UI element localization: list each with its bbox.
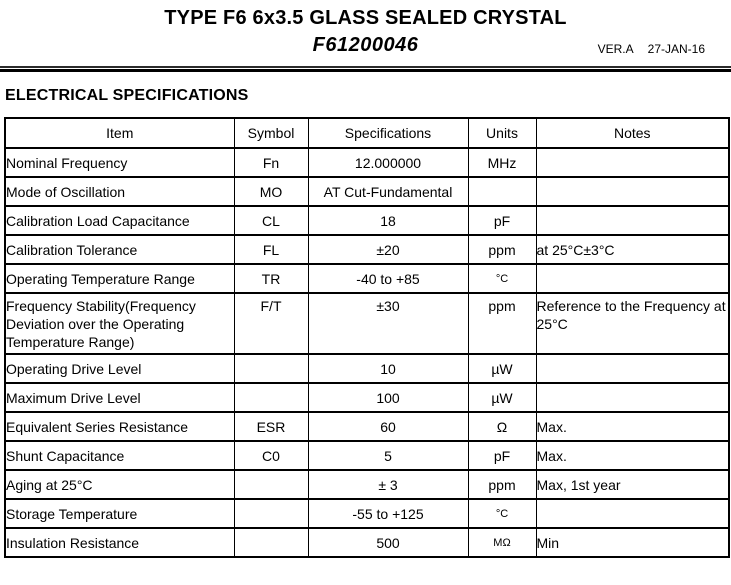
cell-spec: ± 3 <box>308 470 468 499</box>
part-number: F61200046 <box>312 34 419 56</box>
cell-item: Shunt Capacitance <box>5 441 234 470</box>
table-row <box>5 499 729 528</box>
cell-units: °C <box>468 499 536 528</box>
cell-item: Calibration Load Capacitance <box>5 206 234 235</box>
page-title: TYPE F6 6x3.5 GLASS SEALED CRYSTAL <box>164 7 567 29</box>
version-date <box>598 42 705 56</box>
version-label: VER.A <box>597 42 634 56</box>
cell-item: Calibration Tolerance <box>5 235 234 264</box>
cell-spec: ±30 <box>308 293 468 354</box>
table-row <box>5 206 729 235</box>
cell-spec: AT Cut-Fundamental <box>308 177 468 206</box>
cell-units: °C <box>468 264 536 293</box>
cell-units: pF <box>468 206 536 235</box>
cell-symbol: CL <box>234 206 308 235</box>
cell-spec: -40 to +85 <box>308 264 468 293</box>
cell-spec: 12.000000 <box>308 148 468 177</box>
cell-spec: ±20 <box>308 235 468 264</box>
cell-notes: Max, 1st year <box>536 470 729 499</box>
cell-notes: Max. <box>536 412 729 441</box>
cell-item: Aging at 25°C <box>5 470 234 499</box>
cell-units: Ω <box>468 412 536 441</box>
table-row <box>5 470 729 499</box>
table-row <box>5 383 729 412</box>
column-header-units: Units <box>468 118 536 148</box>
cell-spec: 60 <box>308 412 468 441</box>
cell-symbol <box>234 354 308 383</box>
header-divider <box>0 66 731 72</box>
cell-units: ppm <box>468 235 536 264</box>
cell-symbol <box>234 470 308 499</box>
cell-notes: Max. <box>536 441 729 470</box>
cell-spec: 5 <box>308 441 468 470</box>
part-number-row <box>0 34 731 59</box>
table-row <box>5 264 729 293</box>
table-header-row <box>5 118 729 148</box>
table-row <box>5 177 729 206</box>
cell-notes <box>536 264 729 293</box>
cell-spec: 100 <box>308 383 468 412</box>
cell-symbol <box>234 499 308 528</box>
cell-notes <box>536 499 729 528</box>
cell-symbol <box>234 383 308 412</box>
cell-units: µW <box>468 354 536 383</box>
table-row <box>5 412 729 441</box>
cell-item: Insulation Resistance <box>5 528 234 557</box>
spec-table-body <box>5 148 729 557</box>
cell-units <box>468 177 536 206</box>
cell-notes <box>536 383 729 412</box>
cell-symbol: F/T <box>234 293 308 354</box>
column-header-notes: Notes <box>536 118 729 148</box>
cell-symbol: FL <box>234 235 308 264</box>
cell-symbol: Fn <box>234 148 308 177</box>
column-header-item: Item <box>5 118 234 148</box>
cell-notes <box>536 206 729 235</box>
cell-units: MHz <box>468 148 536 177</box>
table-row <box>5 148 729 177</box>
cell-units: ppm <box>468 470 536 499</box>
table-row <box>5 293 729 354</box>
date-label: 27-JAN-16 <box>647 42 705 56</box>
cell-item: Nominal Frequency <box>5 148 234 177</box>
cell-symbol: TR <box>234 264 308 293</box>
cell-units: MΩ <box>468 528 536 557</box>
cell-spec: 500 <box>308 528 468 557</box>
cell-symbol: MO <box>234 177 308 206</box>
column-header-specifications: Specifications <box>308 118 468 148</box>
cell-units: µW <box>468 383 536 412</box>
cell-symbol <box>234 528 308 557</box>
cell-notes: Min <box>536 528 729 557</box>
section-title: ELECTRICAL SPECIFICATIONS <box>5 87 249 104</box>
cell-notes <box>536 148 729 177</box>
cell-units: pF <box>468 441 536 470</box>
cell-item: Frequency Stability(Frequency Deviation over the Operating Temperature Range) <box>5 293 234 354</box>
cell-item: Storage Temperature <box>5 499 234 528</box>
cell-item: Operating Temperature Range <box>5 264 234 293</box>
cell-notes: at 25°C±3°C <box>536 235 729 264</box>
cell-notes <box>536 177 729 206</box>
cell-spec: 18 <box>308 206 468 235</box>
cell-symbol: C0 <box>234 441 308 470</box>
cell-notes <box>536 354 729 383</box>
cell-item: Mode of Oscillation <box>5 177 234 206</box>
spec-table <box>4 117 730 558</box>
table-row <box>5 528 729 557</box>
cell-item: Equivalent Series Resistance <box>5 412 234 441</box>
cell-notes: Reference to the Frequency at 25°C <box>536 293 729 354</box>
cell-symbol: ESR <box>234 412 308 441</box>
table-row <box>5 235 729 264</box>
table-row <box>5 354 729 383</box>
cell-units: ppm <box>468 293 536 354</box>
cell-item: Maximum Drive Level <box>5 383 234 412</box>
column-header-symbol: Symbol <box>234 118 308 148</box>
cell-item: Operating Drive Level <box>5 354 234 383</box>
cell-spec: 10 <box>308 354 468 383</box>
cell-spec: -55 to +125 <box>308 499 468 528</box>
table-row <box>5 441 729 470</box>
